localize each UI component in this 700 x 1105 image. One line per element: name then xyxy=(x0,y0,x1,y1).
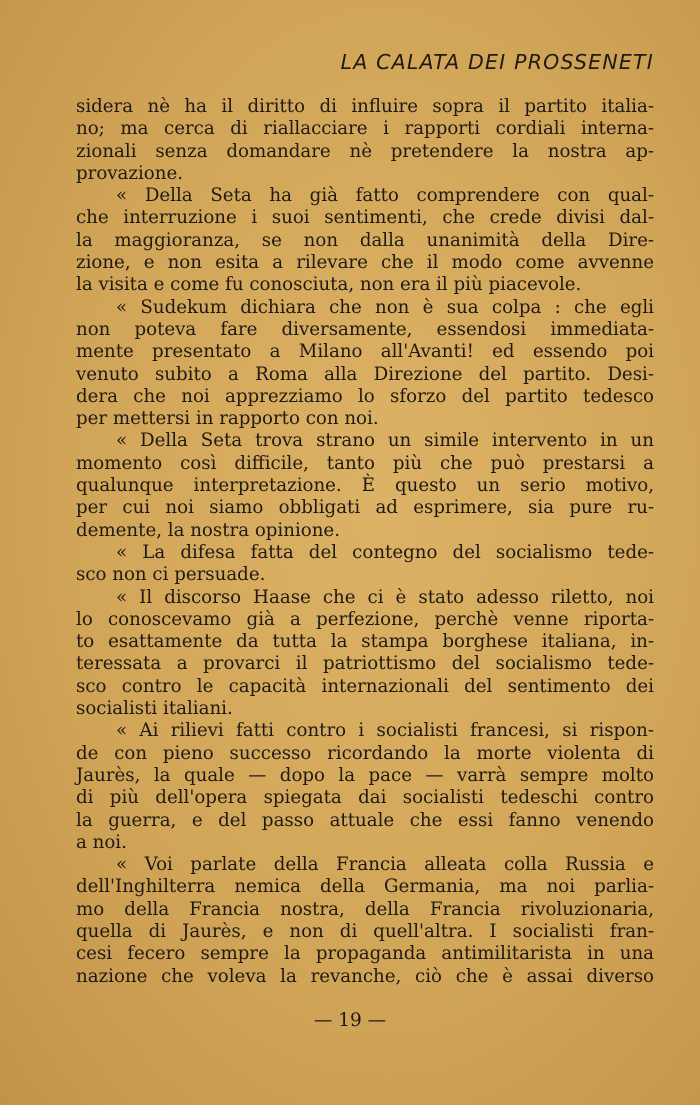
text-line: « Della Seta trova strano un simile intervento in un xyxy=(116,430,654,452)
text-line: « Voi parlate della Francia alleata colla Russia e xyxy=(116,854,654,876)
text-line: Jaurès, la quale — dopo la pace — varrà sempre molto xyxy=(76,764,654,786)
text-line: « La difesa fatta del contegno del socialismo tede- xyxy=(116,541,654,563)
text-line: provazione. xyxy=(76,162,184,184)
text-line: « Della Seta ha già fatto comprendere con qual- xyxy=(116,185,654,207)
text-line: sco contro le capacità internazionali del sentimento dei xyxy=(76,675,654,697)
text-line: sidera nè ha il diritto di influire sopra il partito italia- xyxy=(76,96,654,117)
text-line: mo della Francia nostra, della Francia rivoluzionaria, xyxy=(76,898,654,920)
text-line: momento così difficile, tanto più che può prestarsi a xyxy=(76,452,654,474)
running-header: LA CALATA DEI PROSSENETI xyxy=(340,50,654,74)
text-line: no; ma cerca di riallacciare i rapporti cordiali interna- xyxy=(76,118,654,140)
text-line: dell'Inghilterra nemica della Germania, ma noi parlia- xyxy=(76,876,654,898)
text-line: « Ai rilievi fatti contro i socialisti francesi, si rispon- xyxy=(116,720,654,742)
body-text xyxy=(76,96,654,988)
text-line: di più dell'opera spiegata dai socialisti tedeschi contro xyxy=(76,787,654,809)
text-line: mente presentato a Milano all'Avanti! ed essendo poi xyxy=(76,341,654,363)
text-line: per mettersi in rapporto con noi. xyxy=(76,408,379,430)
text-line: cesi fecero sempre la propaganda antimilitarista in una xyxy=(76,943,654,965)
text-line: demente, la nostra opinione. xyxy=(76,519,340,541)
text-line: che interruzione i suoi sentimenti, che crede divisi dal- xyxy=(76,207,654,229)
text-line: teressata a provarci il patriottismo del socialismo tede- xyxy=(76,653,654,675)
text-line: dera che noi apprezziamo lo sforzo del partito tedesco xyxy=(76,385,654,407)
text-line: de con pieno successo ricordando la morte violenta di xyxy=(76,742,654,764)
text-line: la maggioranza, se non dalla unanimità della Dire- xyxy=(76,229,654,251)
page-number: — 19 — xyxy=(313,1010,387,1031)
text-line: sco non ci persuade. xyxy=(76,564,266,586)
text-line: per cui noi siamo obbligati ad esprimere, sia pure ru- xyxy=(76,497,654,519)
text-line: « Sudekum dichiara che non è sua colpa : che egli xyxy=(116,296,654,318)
text-line: la visita e come fu conosciuta, non era il più piacevole. xyxy=(76,274,582,296)
text-line: lo conoscevamo già a perfezione, perchè venne riporta- xyxy=(76,608,654,630)
text-line: socialisti italiani. xyxy=(76,698,233,720)
text-line: qualunque interpretazione. È questo un serio motivo, xyxy=(76,475,654,497)
text-line: la guerra, e del passo attuale che essi fanno venendo xyxy=(76,809,654,831)
text-line: nazione che voleva la revanche, ciò che è assai diverso xyxy=(76,965,654,987)
text-line: a noi. xyxy=(76,831,127,853)
text-line: quella di Jaurès, e non di quell'altra. I socialisti fran- xyxy=(76,920,654,942)
text-line: zionali senza domandare nè pretendere la nostra ap- xyxy=(76,140,654,162)
text-line: venuto subito a Roma alla Direzione del partito. Desi- xyxy=(76,363,654,385)
text-line: zione, e non esita a rilevare che il modo come avvenne xyxy=(76,252,654,274)
text-line: « Il discorso Haase che ci è stato adesso riletto, noi xyxy=(116,586,654,608)
text-line: non poteva fare diversamente, essendosi immediata- xyxy=(76,318,654,340)
text-line: to esattamente da tutta la stampa borghese italiana, in- xyxy=(76,631,654,653)
